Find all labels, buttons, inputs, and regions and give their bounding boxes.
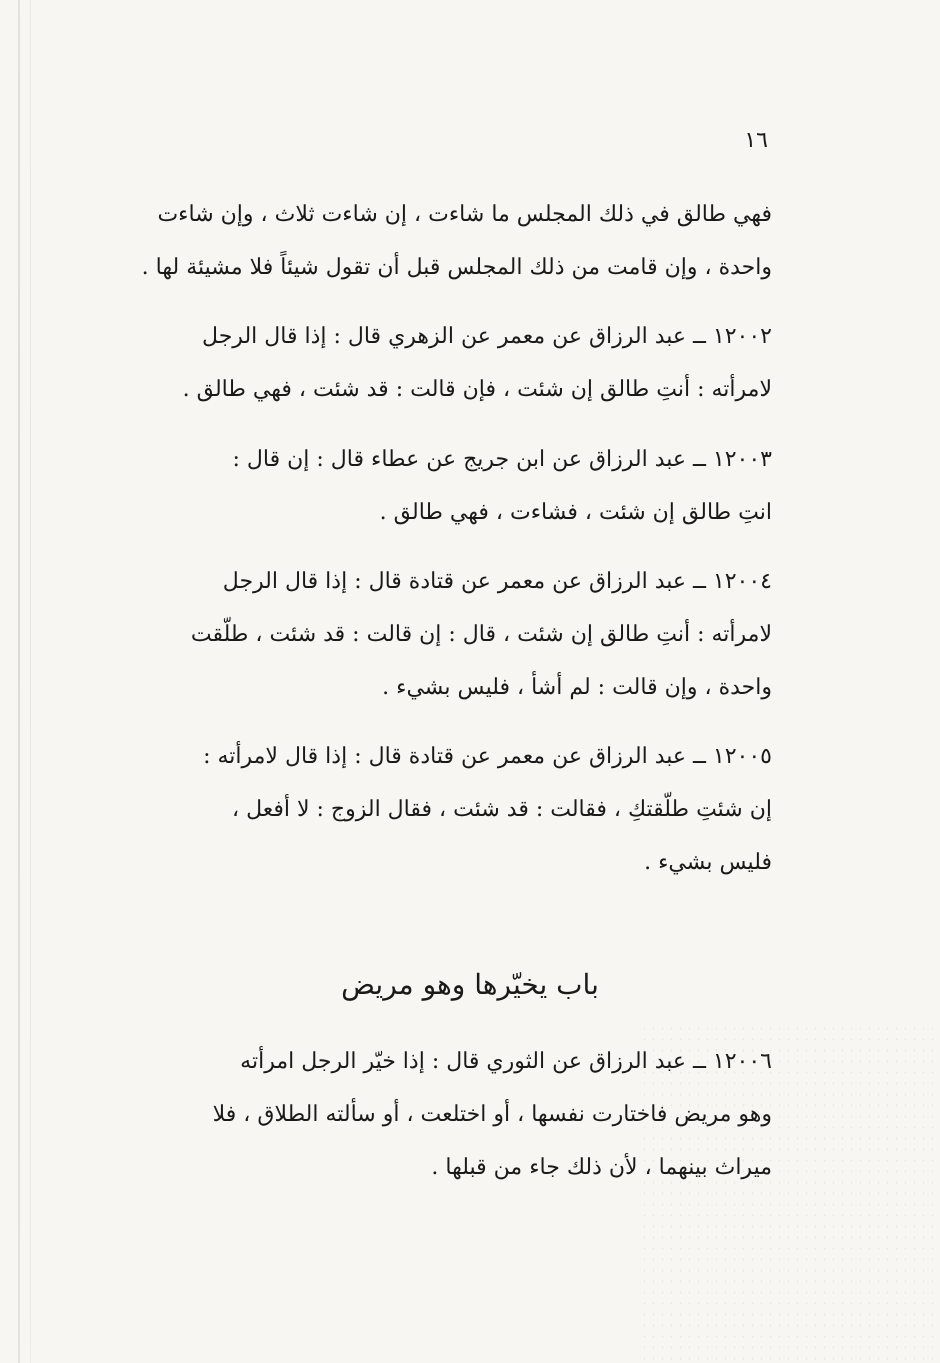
scan-edge-line (30, 0, 31, 1363)
text-line: واحدة ، وإن قالت : لم أشأ ، فليس بشيء . (382, 675, 772, 700)
text-line: وهو مريض فاختارت نفسها ، أو اختلعت ، أو سألته الطلاق ، فلا (212, 1102, 772, 1127)
text-line: إن شئتِ طلّقتكِ ، فقالت : قد شئت ، فقال الزوج : لا أفعل ، (231, 797, 772, 822)
text-line: فهي طالق في ذلك المجلس ما شاءت ، إن شاءت ثلاث ، وإن شاءت (157, 202, 772, 227)
text-line: لامرأته : أنتِ طالق إن شئت ، قال : إن قالت : قد شئت ، طلّقت (190, 622, 772, 647)
text-line: ١٢٠٠٣ ــ عبد الرزاق عن ابن جريج عن عطاء قال : إن قال : (232, 447, 772, 472)
text-line: ميراث بينهما ، لأن ذلك جاء من قبلها . (431, 1155, 772, 1180)
text-line: انتِ طالق إن شئت ، فشاءت ، فهي طالق . (379, 500, 772, 525)
hadith-12004 (102, 555, 772, 714)
hadith-12003 (102, 433, 772, 539)
page-number: ١٦ (744, 128, 768, 153)
text-line: ١٢٠٠٢ ــ عبد الرزاق عن معمر عن الزهري قال : إذا قال الرجل (202, 324, 772, 349)
section-heading: باب يخيّرها وهو مريض (341, 968, 599, 1001)
text-line: واحدة ، وإن قامت من ذلك المجلس قبل أن تقول شيئاً فلا مشيئة لها . (141, 255, 772, 280)
text-line: ١٢٠٠٥ ــ عبد الرزاق عن معمر عن قتادة قال : إذا قال لامرأته : (203, 744, 772, 769)
hadith-12002 (102, 310, 772, 416)
hadith-12006 (102, 1035, 772, 1194)
text-line: ١٢٠٠٦ ــ عبد الرزاق عن الثوري قال : إذا خيّر الرجل امرأته (240, 1049, 772, 1074)
text-line: لامرأته : أنتِ طالق إن شئت ، فإن قالت : قد شئت ، فهي طالق . (182, 377, 772, 402)
text-line: ١٢٠٠٤ ــ عبد الرزاق عن معمر عن قتادة قال : إذا قال الرجل (222, 569, 772, 594)
scan-edge-line (18, 0, 20, 1363)
text-line: فليس بشيء . (644, 850, 772, 875)
hadith-12005 (102, 730, 772, 889)
paragraph-continuation (102, 188, 772, 294)
